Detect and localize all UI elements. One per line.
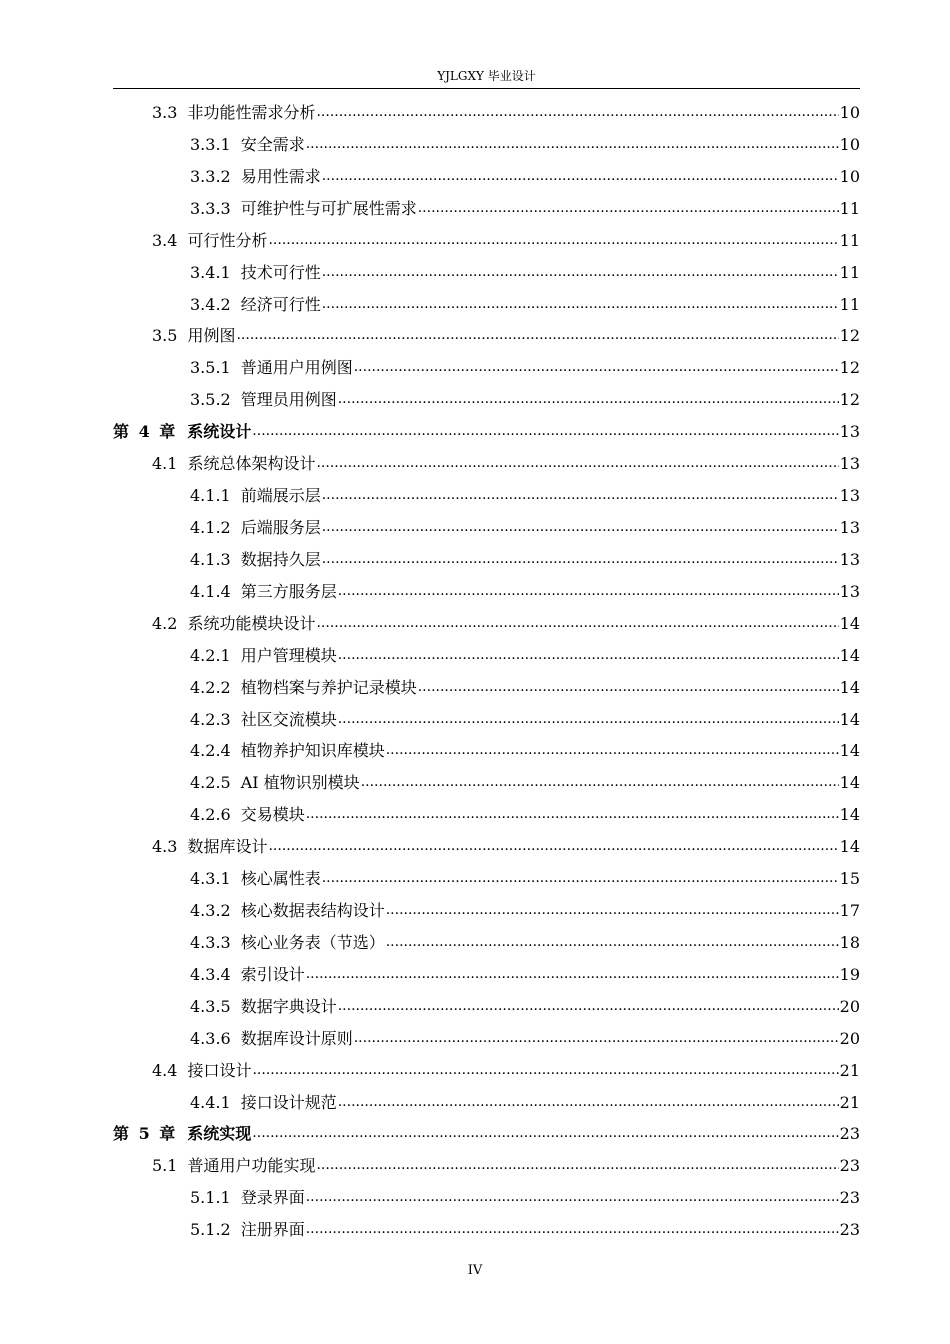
toc-entry-page: 23 xyxy=(839,1188,860,1208)
toc-entry-title: AI 植物识别模块 xyxy=(240,773,360,793)
toc-entry-number: 4.2.3 xyxy=(190,709,231,729)
toc-dot-leader xyxy=(338,1085,839,1119)
toc-entry-number: 4.3.5 xyxy=(190,996,231,1016)
toc-entry-page: 11 xyxy=(839,294,860,314)
toc-entry-page: 20 xyxy=(839,996,860,1016)
toc-entry-page: 23 xyxy=(839,1124,860,1144)
toc-entry-title: 索引设计 xyxy=(240,964,305,984)
toc-section-entry[interactable] xyxy=(113,608,860,640)
toc-entry-title: 接口设计 xyxy=(187,1060,252,1080)
toc-entry-title: 非功能性需求分析 xyxy=(187,102,316,122)
toc-entry-title: 普通用户用例图 xyxy=(240,358,353,378)
toc-entry-page: 23 xyxy=(839,1156,860,1176)
toc-entry-title: 数据持久层 xyxy=(240,549,321,569)
toc-subsection-entry[interactable] xyxy=(113,640,860,672)
toc-dot-leader xyxy=(322,478,839,512)
toc-subsection-entry[interactable] xyxy=(113,1182,860,1214)
toc-entry-page: 14 xyxy=(839,805,860,825)
toc-entry-page: 20 xyxy=(839,1028,860,1048)
toc-entry-number: 第 4 章 xyxy=(113,422,178,442)
toc-dot-leader xyxy=(236,318,838,352)
toc-subsection-entry[interactable] xyxy=(113,257,860,289)
toc-entry-title: 系统总体架构设计 xyxy=(187,454,316,474)
toc-entry-number: 4.2.4 xyxy=(190,741,231,761)
toc-entry-number: 4.2.1 xyxy=(190,645,231,665)
toc-entry-number: 4.3.2 xyxy=(190,901,231,921)
toc-subsection-entry[interactable] xyxy=(113,895,860,927)
toc-entry-number: 4.3.1 xyxy=(190,869,231,889)
toc-subsection-entry[interactable] xyxy=(113,959,860,991)
toc-subsection-entry[interactable] xyxy=(113,480,860,512)
toc-entry-number: 5.1.1 xyxy=(190,1188,231,1208)
toc-entry-number: 5.1.2 xyxy=(190,1220,231,1240)
toc-chapter-entry[interactable] xyxy=(113,416,860,448)
toc-chapter-entry[interactable] xyxy=(113,1119,860,1151)
toc-dot-leader xyxy=(338,574,839,608)
toc-subsection-entry[interactable] xyxy=(113,799,860,831)
toc-dot-leader xyxy=(252,414,838,448)
toc-entry-page: 10 xyxy=(839,134,860,154)
toc-subsection-entry[interactable] xyxy=(113,1214,860,1246)
toc-dot-leader xyxy=(316,606,838,640)
toc-entry-number: 3.4 xyxy=(152,230,178,250)
toc-entry-number: 3.4.2 xyxy=(190,294,231,314)
toc-entry-page: 10 xyxy=(839,166,860,186)
toc-section-entry[interactable] xyxy=(113,1055,860,1087)
toc-entry-number: 4.2.2 xyxy=(190,677,231,697)
page-number: IV xyxy=(467,1263,483,1278)
toc-dot-leader xyxy=(306,1180,839,1214)
toc-entry-title: 登录界面 xyxy=(240,1188,305,1208)
toc-entry-number: 4.4.1 xyxy=(190,1092,231,1112)
toc-entry-title: 用户管理模块 xyxy=(240,645,337,665)
toc-entry-number: 4.1 xyxy=(152,454,178,474)
toc-entry-title: 系统实现 xyxy=(187,1124,252,1144)
toc-subsection-entry[interactable] xyxy=(113,735,860,767)
toc-entry-title: 普通用户功能实现 xyxy=(187,1156,316,1176)
toc-entry-title: 经济可行性 xyxy=(240,294,321,314)
toc-entry-title: 数据字典设计 xyxy=(240,996,337,1016)
toc-entry-page: 14 xyxy=(839,613,860,633)
toc-entry-title: 易用性需求 xyxy=(240,166,321,186)
toc-dot-leader xyxy=(361,765,839,799)
toc-entry-page: 15 xyxy=(839,869,860,889)
toc-section-entry[interactable] xyxy=(113,320,860,352)
toc-dot-leader xyxy=(268,829,838,863)
toc-entry-number: 3.3 xyxy=(152,102,178,122)
toc-entry-page: 18 xyxy=(839,932,860,952)
toc-subsection-entry[interactable] xyxy=(113,193,860,225)
toc-dot-leader xyxy=(306,797,839,831)
toc-entry-title: 数据库设计 xyxy=(187,837,268,857)
toc-subsection-entry[interactable] xyxy=(113,129,860,161)
toc-entry-number: 4.3.4 xyxy=(190,964,231,984)
toc-dot-leader xyxy=(322,287,839,321)
toc-dot-leader xyxy=(252,1053,838,1087)
toc-entry-title: 注册界面 xyxy=(240,1220,305,1240)
toc-section-entry[interactable] xyxy=(113,448,860,480)
toc-section-entry[interactable] xyxy=(113,97,860,129)
toc-dot-leader xyxy=(322,510,839,544)
toc-dot-leader xyxy=(306,127,839,161)
toc-entry-title: 数据库设计原则 xyxy=(240,1028,353,1048)
toc-entry-number: 4.3.6 xyxy=(190,1028,231,1048)
toc-dot-leader xyxy=(386,733,839,767)
toc-entry-page: 13 xyxy=(839,486,860,506)
toc-entry-page: 21 xyxy=(839,1060,860,1080)
toc-entry-title: 可行性分析 xyxy=(187,230,268,250)
toc-entry-page: 14 xyxy=(839,773,860,793)
toc-entry-page: 13 xyxy=(839,422,860,442)
toc-dot-leader xyxy=(316,1148,838,1182)
toc-subsection-entry[interactable] xyxy=(113,863,860,895)
toc-subsection-entry[interactable] xyxy=(113,927,860,959)
toc-entry-page: 12 xyxy=(839,390,860,410)
toc-subsection-entry[interactable] xyxy=(113,544,860,576)
toc-entry-title: 接口设计规范 xyxy=(240,1092,337,1112)
toc-entry-page: 14 xyxy=(839,741,860,761)
toc-subsection-entry[interactable] xyxy=(113,352,860,384)
toc-entry-number: 3.4.1 xyxy=(190,262,231,282)
toc-entry-title: 技术可行性 xyxy=(240,262,321,282)
toc-entry-title: 第三方服务层 xyxy=(240,581,337,601)
toc-dot-leader xyxy=(252,1116,838,1150)
toc-entry-number: 3.5 xyxy=(152,326,178,346)
toc-entry-page: 13 xyxy=(839,454,860,474)
toc-entry-page: 12 xyxy=(839,326,860,346)
toc-entry-page: 11 xyxy=(839,262,860,282)
toc-dot-leader xyxy=(316,95,838,129)
toc-entry-number: 4.2.6 xyxy=(190,805,231,825)
toc-entry-page: 10 xyxy=(839,102,860,122)
toc-entry-page: 13 xyxy=(839,517,860,537)
toc-subsection-entry[interactable] xyxy=(113,384,860,416)
toc-entry-number: 4.1.1 xyxy=(190,486,231,506)
toc-entry-page: 11 xyxy=(839,198,860,218)
toc-dot-leader xyxy=(268,223,838,257)
toc-subsection-entry[interactable] xyxy=(113,672,860,704)
toc-entry-number: 3.5.2 xyxy=(190,390,231,410)
toc-entry-number: 4.1.2 xyxy=(190,517,231,537)
toc-entry-number: 4.4 xyxy=(152,1060,178,1080)
toc-entry-page: 23 xyxy=(839,1220,860,1240)
toc-entry-number: 4.1.4 xyxy=(190,581,231,601)
toc-subsection-entry[interactable] xyxy=(113,512,860,544)
toc-dot-leader xyxy=(338,702,839,736)
toc-subsection-entry[interactable] xyxy=(113,161,860,193)
toc-entry-page: 17 xyxy=(839,901,860,921)
toc-dot-leader xyxy=(338,638,839,672)
page-header: YJLGXY 毕业设计 xyxy=(113,66,860,89)
toc-entry-page: 11 xyxy=(839,230,860,250)
toc-section-entry[interactable] xyxy=(113,225,860,257)
toc-entry-page: 14 xyxy=(839,837,860,857)
toc-entry-number: 5.1 xyxy=(152,1156,178,1176)
toc-dot-leader xyxy=(338,989,839,1023)
toc-dot-leader xyxy=(322,255,839,289)
toc-entry-title: 植物档案与养护记录模块 xyxy=(240,677,417,697)
toc-entry-number: 4.3.3 xyxy=(190,932,231,952)
toc-subsection-entry[interactable] xyxy=(113,576,860,608)
toc-entry-title: 系统设计 xyxy=(187,422,252,442)
toc-entry-title: 后端服务层 xyxy=(240,517,321,537)
toc-subsection-entry[interactable] xyxy=(113,289,860,321)
toc-entry-title: 前端展示层 xyxy=(240,486,321,506)
toc-subsection-entry[interactable] xyxy=(113,1087,860,1119)
table-of-contents xyxy=(113,97,860,1246)
toc-dot-leader xyxy=(306,1212,839,1246)
toc-entry-page: 14 xyxy=(839,677,860,697)
toc-entry-title: 安全需求 xyxy=(240,134,305,154)
toc-entry-number: 3.3.3 xyxy=(190,198,231,218)
toc-entry-title: 核心数据表结构设计 xyxy=(240,901,385,921)
toc-dot-leader xyxy=(322,159,839,193)
toc-entry-number: 4.2 xyxy=(152,613,178,633)
toc-entry-number: 3.3.1 xyxy=(190,134,231,154)
toc-section-entry[interactable] xyxy=(113,831,860,863)
toc-subsection-entry[interactable] xyxy=(113,704,860,736)
toc-dot-leader xyxy=(418,670,839,704)
toc-subsection-entry[interactable] xyxy=(113,767,860,799)
toc-dot-leader xyxy=(386,893,839,927)
toc-entry-page: 12 xyxy=(839,358,860,378)
toc-dot-leader xyxy=(306,957,839,991)
toc-dot-leader xyxy=(322,542,839,576)
toc-entry-title: 系统功能模块设计 xyxy=(187,613,316,633)
toc-dot-leader xyxy=(322,861,839,895)
toc-entry-title: 管理员用例图 xyxy=(240,390,337,410)
toc-entry-title: 核心属性表 xyxy=(240,869,321,889)
toc-entry-page: 13 xyxy=(839,549,860,569)
toc-dot-leader xyxy=(354,1021,839,1055)
toc-entry-number: 3.5.1 xyxy=(190,358,231,378)
toc-entry-page: 19 xyxy=(839,964,860,984)
toc-entry-title: 核心业务表（节选） xyxy=(240,932,385,952)
toc-entry-title: 用例图 xyxy=(187,326,236,346)
toc-section-entry[interactable] xyxy=(113,1150,860,1182)
toc-subsection-entry[interactable] xyxy=(113,991,860,1023)
toc-entry-page: 14 xyxy=(839,709,860,729)
toc-dot-leader xyxy=(316,446,838,480)
toc-dot-leader xyxy=(418,191,839,225)
toc-dot-leader xyxy=(386,925,839,959)
toc-subsection-entry[interactable] xyxy=(113,1023,860,1055)
toc-entry-number: 3.3.2 xyxy=(190,166,231,186)
toc-entry-number: 第 5 章 xyxy=(113,1124,178,1144)
toc-dot-leader xyxy=(338,382,839,416)
toc-entry-number: 4.3 xyxy=(152,837,178,857)
toc-dot-leader xyxy=(354,350,839,384)
toc-entry-title: 植物养护知识库模块 xyxy=(240,741,385,761)
toc-entry-number: 4.1.3 xyxy=(190,549,231,569)
toc-entry-page: 13 xyxy=(839,581,860,601)
toc-entry-title: 可维护性与可扩展性需求 xyxy=(240,198,417,218)
toc-entry-title: 交易模块 xyxy=(240,805,305,825)
toc-entry-page: 21 xyxy=(839,1092,860,1112)
toc-entry-page: 14 xyxy=(839,645,860,665)
toc-entry-title: 社区交流模块 xyxy=(240,709,337,729)
toc-entry-number: 4.2.5 xyxy=(190,773,231,793)
